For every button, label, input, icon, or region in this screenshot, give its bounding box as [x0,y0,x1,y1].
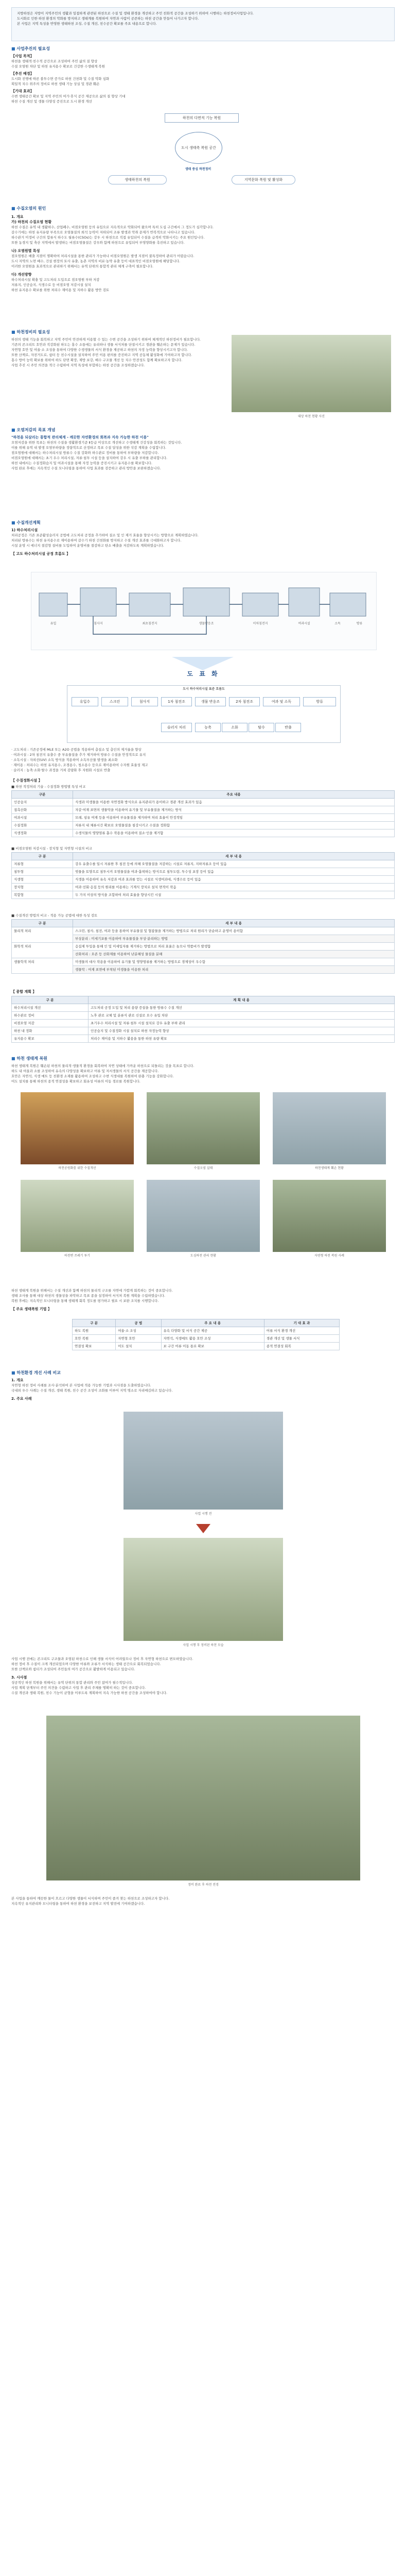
section-head: "하천을 되살리는 통합적 관리체계 - 깨끗한 자연환경의 회복과 지속 가능한 하천 이용" [11,435,149,439]
diagram-center-oval: 도시 생태축 복원 공간 [175,132,222,164]
table-row [73,1343,340,1350]
tank-shape [330,593,366,616]
paragraph-line: 처리공정은 기존 표준활성슬러지 공법에 고도처리 공정을 추가하여 질소 및 인 제거 효율을 향상시키는 방향으로 계획하였습니다. [11,533,199,537]
table-cell: 하천 내 정화 [12,1027,89,1035]
section-pollution-cause [11,206,395,293]
paragraph-line: 지속적인 유지관리와 모니터링을 통하여 하천 환경을 보전하고 지역 발전에 기여하겠습니다. [11,1902,145,1906]
tank-shape [80,588,116,616]
photo [273,1180,386,1252]
table-cell: 수질정화 [12,822,73,829]
purpose-line: 수질 오염원 차단 및 하천 유지용수 확보로 건강한 수생태계 복원 [11,64,105,69]
table-cell: 비점오염 저감 [12,1020,89,1027]
photo-caption: 정비 완료 후 하천 전경 [188,1883,219,1887]
section-title: ■ 오염저감의 목표 개념 [11,428,395,433]
intro-box [11,7,395,41]
table-row [12,814,395,822]
after-photo [123,1538,283,1641]
section-title: ■ 수질개선계획 [11,520,395,526]
paragraph-line: 사업 시행 전에는 콘크리트 구조물과 오염된 하천수로 인해 생물 서식이 어려웠으나 정비 후 자연형 하천으로 변모하였습니다. [11,1657,193,1661]
purpose-label: 【사업 목적】 [11,54,34,58]
table-cell: 자갈·여재 표면의 생물막을 이용하여 유기물 및 부유물질을 제거하는 방식 [73,806,395,814]
paragraph-line: 이를 위해 유역 내 발생 오염부하량을 정량적으로 산정하고 목표 수질 달성을 위한 삭감 계획을 수립합니다. [11,446,166,450]
node-box: 슬러지 처리 [161,723,192,732]
flow-label: 방류 [356,622,363,625]
photo-caption: 자연형 하천 복원 사례 [314,1254,344,1258]
flow-label: 유입 [50,622,57,625]
paragraph-line: 사업 추진 시 주민 의견을 적극 수렴하여 지역 특성에 부합하는 하천 공간을 조성하겠습니다. [11,363,145,367]
note-line: · 여과시설 : 2차 침전지 유출수 중 부유물질을 추가 제거하여 방류수 수질을 안정적으로 유지 [11,753,146,757]
table-cell: 하수처리시설 개선 [12,1004,89,1012]
table-cell: 산화처리 : 오존 등 산화제를 이용하여 난분해성 물질을 분해 [73,951,395,958]
table-cell: 식생정화 [12,829,73,837]
paragraph-line: 점오염원은 배출 지점이 명확하여 처리시설을 통한 관리가 가능하나 비점오염원은 발생 지점이 불특정하여 관리가 어렵습니다. [11,254,195,258]
tank-shape [183,588,230,616]
section-title: ■ 하천 생태계 복원 [11,1056,395,1061]
table-row [12,799,395,806]
photo-grid [21,1092,386,1278]
summary-table [11,996,395,1043]
node-box: 1차 침전조 [161,697,192,706]
paragraph-line: 도시 지역의 노면 배수, 건설 현장의 토사 유출, 농촌 지역의 비료·농약 유출 등이 대표적인 비점오염원에 해당합니다. [11,259,181,263]
table-header: 주요 내용 [73,791,395,799]
section-title: ■ 하천정비의 필요성 [11,330,217,335]
table-cell: 자연형 호안 [116,1335,161,1343]
table-caption: ■ 수질개선 방법의 비교 - 적용 가능 공법에 대한 특성 검토 [11,913,98,918]
photo [147,1180,260,1252]
paragraph-line: 사업 계획 단계부터 주민 의견을 수렴하고 사업 후 관리 주체를 명확히 하는 것이 중요합니다. [11,1686,146,1690]
photo-caption: 수질오염 실태 [193,1166,213,1170]
table-header: 구 분 [12,996,89,1004]
flow-title: 【 고도 하수처리시설 공정 흐름도 】 [11,552,70,556]
paragraph-line: 비점오염원에 대해서는 초기 우수 처리시설, 저류·침투 시설 등을 설치하여 강우 시 유출 부하를 관리합니다. [11,456,168,460]
table-cell: 경관 개선 및 생물 서식 [264,1335,339,1343]
paragraph-line: 사업 완료 후에는 지속적인 수질 모니터링을 통하여 사업 효과를 검증하고 관리 방안을 보완하겠습니다. [11,466,161,470]
effect-line: 수변 생태공간 확보 및 지역 주민의 여가·휴식 공간 제공으로 삶의 질 향상 기대 [11,94,126,98]
node-box: 농축 [195,723,221,732]
paragraph-line: 국내외 우수 사례는 수질 개선, 생태 복원, 친수 공간 조성이 조화를 이루어 지역 명소로 자리매김하고 있습니다. [11,1388,173,1393]
photo-caption: 도심하천 관리 현황 [190,1254,217,1258]
table-header: 세 부 내 용 [73,853,395,860]
paragraph-line: 하천 생태계 복원은 훼손된 하천의 물리적·생물적 환경을 회복하여 자연 상태에 가까운 하천으로 되돌리는 것을 목표로 합니다. [11,1064,195,1068]
tank-shape [129,593,170,616]
flow-label: 생물반응조 [199,622,214,625]
photo-caption: 하천생태계 훼손 현황 [315,1166,344,1170]
table-cell: 미생물의 대사 작용을 이용하여 유기물 및 영양염류를 제거하는 방법으로 경제성이 우수함 [73,958,395,966]
diagram-center-label: 생태 중심 하천정비 [185,167,211,171]
table-row [12,822,395,829]
table-header: 기 대 효 과 [264,1319,339,1327]
table-cell: 유속 다양화 및 서식 공간 제공 [161,1327,264,1335]
section-water-quality-plan [11,520,395,556]
methods-table [11,919,395,974]
table-row [12,1027,395,1035]
table-cell: 하수관로 정비 [12,1012,89,1020]
table-header: 세 부 내 용 [73,920,395,927]
flow-label: 여과시설 [298,622,310,625]
table-cell: 저류지 내 체류시간 확보로 오염물질을 침강시키고 수질을 정화함 [73,822,395,829]
table-caption: ■ 비점오염원 저감시설 - 장치형 및 자연형 시설의 비교 [11,846,92,851]
tank-shape [39,593,67,616]
nonpoint-table [11,852,395,899]
table-cell: 접촉산화 [12,806,73,814]
table-cell: 두 가지 이상의 방식을 조합하여 처리 효율을 향상시킨 시설 [73,891,395,899]
paragraph-line: 시설 운영 시 에너지 절감형 설비를 도입하여 운영비를 절감하고 탄소 배출을 저감하도록 계획하였습니다. [11,544,164,548]
table-row [12,829,395,837]
section-case-study [11,1370,395,1401]
paragraph-line: 또한 산책로와 쉼터가 조성되어 주민들의 여가 공간으로 활발하게 이용되고 있습니다. [11,1667,135,1671]
table-cell: 수생식물의 영양염류 흡수 작용을 이용하여 질소·인을 제거함 [73,829,395,837]
tank-shape [289,588,320,616]
table-title: 【 수질정화시설 】 [11,778,42,783]
table-cell: 노후 관로 교체 및 분류식 관로 신설로 오수 유입 차단 [89,1012,395,1020]
table-cell: 종적 연결성 회복 [264,1343,339,1350]
table-row [12,806,395,814]
table-caption: ■ 하천 적정처리 기술 - 수질정화 방법별 특성 비교 [11,785,86,789]
table-title: 【 종합 계획 】 [11,990,37,994]
paragraph-line: 호안은 자연석, 식생 매트 등 친환경 소재를 활용하여 조성하고 수변 식생대를 복원하여 완충 기능을 강화합니다. [11,1074,174,1078]
final-photo [46,1716,360,1880]
paragraph-line: 본 사업을 통하여 깨끗한 물이 흐르고 다양한 생물이 서식하며 주민이 즐겨 찾는 하천으로 조성하고자 합니다. [11,1896,170,1901]
note-line: · 고도처리 : 기존공정에 MLE 또는 A2O 공법을 적용하여 총질소 및 총인의 제거율을 향상 [11,748,142,752]
effect-line: 하천 수질 개선 및 생물 다양성 증진으로 도시 환경 개선 [11,99,92,104]
photo [21,1092,134,1164]
table-cell: 여울·소 조성 [116,1327,161,1335]
table-cell: 자연석, 식생매트 활용 호안 조성 [161,1335,264,1343]
subsection-head: 가) 하천의 수질오염 현황 [11,220,52,224]
flow-label: 침사지 [94,622,103,625]
section-title: ■ 수질오염의 원인 [11,206,395,211]
photo [273,1092,386,1164]
restoration-table [72,1319,340,1350]
table-cell: 부상분리 : 미세기포를 이용하여 부유물질을 부상·분리하는 방법 [73,935,395,943]
subsection-head: 1) 하수처리시설 [11,528,38,532]
node-box: 침사지 [131,697,158,706]
block-diagram [67,685,341,743]
table-cell: 식생을 이용하여 유속 저감과 여과 효과를 얻는 시설로 식생여과대, 식생수로 등이 있음 [73,876,395,884]
concept-diagram [93,113,309,201]
paragraph-line: 생태 조사를 통해 대상 하천의 생물상을 파악하고 목표 종을 설정하여 서식처 복원 계획을 수립하였습니다. [11,1294,165,1298]
background-label: 【추진 배경】 [11,72,34,76]
intro-line: 지방하천은 지방이 지역주민의 생활과 밀접하게 관련된 하천으로 수질 및 생태 환경을 개선하고 주민 친화적 공간을 조성하기 위하여 시행하는 하천정비사업입니다. [17,11,254,15]
table-purification [11,778,395,837]
before-photo [123,1412,283,1510]
table-header: 주 요 내 용 [161,1319,264,1327]
table-header: 구 분 [12,920,73,927]
background-line: 도시화 진행에 따른 불투수면 증가로 하천 건천화 및 수질 악화 심화 [11,77,110,81]
table-cell: 처리수 재이용 및 지하수 활용을 통한 하천 유량 확보 [89,1035,395,1043]
table-cell: 인공습지 [12,799,73,806]
table-cell: 여과·선회·응집 등의 원리를 이용하는 기계식 장치로 설치 면적이 작음 [73,884,395,891]
paragraph-line: 기존의 콘크리트 호안과 직강화된 하도는 홍수 소통에는 유리하나 생물 서식처를 단절시키고 경관을 훼손하는 문제가 있습니다. [11,343,196,347]
table-row [12,891,395,899]
photo [21,1180,134,1252]
table-row [12,958,395,966]
flow-label: 최초침전지 [142,622,157,625]
paragraph-line: 하수처리시설 확충 및 고도처리 도입으로 점오염원 부하 저감 [11,278,100,282]
table-methods [11,912,395,974]
table-cell: 저류형 [12,860,73,868]
table-nonpoint [11,845,395,899]
paragraph-line: 처리된 방류수는 하천 유지용수로 재이용하여 갈수기 하천 건천화를 방지하고 수질 개선 효과를 극대화하고자 합니다. [11,538,182,543]
table-row [12,868,395,876]
table-cell: 연결성 확보 [73,1343,116,1350]
table-cell: 식생과 미생물을 이용한 자연정화 방식으로 유지관리가 용이하고 경관 개선 효과가 있음 [73,799,395,806]
closing-paragraph [11,1896,395,1906]
subsection-title: 1. 개요 [11,215,24,219]
ecosystem-paragraph [11,1288,395,1312]
node-box: 방류 [303,697,336,706]
table-row [12,1004,395,1012]
diagram-heading: 도 표 화 [187,670,220,677]
node-box: 여과 및 소독 [263,697,300,706]
paragraph-line: 하천 정비 후 수질이 크게 개선되었으며 다양한 어류와 조류가 서식하는 생태 공간으로 회복되었습니다. [11,1662,161,1666]
table-row [12,884,395,891]
paragraph-line: 자연형 호안 및 여울·소 조성을 통하여 다양한 수생생물의 서식 환경을 제공하고 하천의 자정 능력을 향상시키고자 합니다. [11,348,188,352]
table-header: 구 분 [73,1319,116,1327]
table-header: 구 분 [12,853,73,860]
subsection-head: 3. 시사점 [11,1675,27,1680]
process-notes [11,747,395,773]
table-cell: 모래, 섬유 여재 등을 이용하여 부유물질을 제거하며 처리 효율이 안정적임 [73,814,395,822]
table-row [12,860,395,868]
table-cell: 보 구간 어류 이동 통로 확보 [161,1343,264,1350]
table-row [12,1012,395,1020]
node-box: 소화 [222,723,248,732]
section-reduction-goal [11,428,395,471]
paragraph-line: 하천 내에서는 수질정화습지 및 여과시설을 통해 자정 능력을 증진시키고 유지용수를 확보합니다. [11,461,152,465]
paragraph-line: 하천 생태계 복원을 위해서는 수질 개선과 함께 하천의 물리적 구조를 자연에 가깝게 회복하는 것이 중요합니다. [11,1289,173,1293]
table-header: 공 법 [116,1319,161,1327]
photo-caption: 하천변 쓰레기 투기 [64,1254,91,1258]
node-box: 탈수 [249,723,274,732]
arrow-down-icon [196,1524,210,1533]
table-cell: 초기우수 처리시설 및 저류·침투 시설 설치로 강우 유출 부하 관리 [89,1020,395,1027]
paragraph-line: 오염저감을 위한 목표는 하천의 수질을 생활환경기준 Ⅱ등급 이상으로 개선하고 수생태계 건강성을 회복하는 것입니다. [11,440,182,445]
node-box: 2차 침전조 [229,697,260,706]
effect-label: 【기대 효과】 [11,89,34,93]
table-cell: 어도 설치 [116,1343,161,1350]
paragraph-line: 하수관거 미정비 구간의 합류식 하수도 월류수(CSOs)는 강우 시 하천으로 직접 유입되어 수질을 급격히 악화시키는 주요 원인입니다. [11,235,205,240]
process-flow-svg [31,572,376,650]
subsection-head: 나) 오염원별 특성 [11,249,40,253]
table-row [12,1020,395,1027]
table-restoration [72,1319,340,1350]
table-cell: 강우 유출수를 일시 저류한 후 침전 등에 의해 오염물질을 저감하는 시설로 저류지, 지하저류조 등이 있음 [73,860,395,868]
section-ecosystem [11,1056,395,1084]
subsection-head: 1. 개요 [11,1378,24,1382]
paragraph-line: 홍수 방어 능력 확보를 위하여 하도 단면 확장, 제방 보강, 배수 구조물 개선 등 치수 안전성도 함께 확보하고자 합니다. [11,358,183,362]
table-summary [11,989,395,1043]
node-box: 스크린 [101,697,128,706]
table-cell: 고도처리 공정 도입 및 처리 용량 증설을 통한 방류수 수질 개선 [89,1004,395,1012]
table-cell: 화학적 처리 [12,943,73,958]
paragraph-line: 성공적인 하천 복원을 위해서는 유역 단위의 통합 관리와 주민 참여가 필수적입니다. [11,1681,133,1685]
table-cell: 침투형 [12,868,73,876]
chevron-down-icon [172,657,234,670]
river-photo [232,335,391,412]
table-cell: 생물막 : 여재 표면에 부착된 미생물을 이용한 처리 [73,966,395,974]
table-cell: 스크린, 침사, 침전, 여과 등을 통하여 부유물질 및 협잡물을 제거하는 방법으로 처리 원리가 단순하고 운영이 용이함 [73,927,395,935]
node-box: 유입수 [72,697,98,706]
section-river-maintenance [11,330,217,368]
intro-line: 도시화로 인한 하천 환경의 악화를 방지하고 생태계를 복원하여 자연과 사람이 공존하는 하천 공간을 만들어 나가고자 합니다. [17,16,199,21]
table-cell: 하도 복원 [73,1327,116,1335]
table-row [73,1327,340,1335]
purpose-line: 하천을 생태적·친수적 공간으로 조성하여 주민 삶의 질 향상 [11,59,98,63]
table-cell: 장치형 [12,884,73,891]
paragraph-line: 하천의 생태 기능을 회복하고 지역 주민이 안전하게 이용할 수 있는 수변 공간을 조성하기 위하여 체계적인 하천정비가 필요합니다. [11,337,201,342]
intro-line: 본 사업은 지역 특성을 반영한 생태하천 조성, 수질 개선, 친수공간 확보를 주요 내용으로 합니다. [17,22,157,26]
paragraph-line: 이러한 오염원을 효과적으로 관리하기 위해서는 유역 단위의 통합적 관리 체계 구축이 필요합니다. [11,264,153,268]
photo-caption: 사업 시행 전 [195,1512,212,1516]
process-flow-figure [31,572,377,650]
note-line: · 소독시설 : 자외선(UV) 소독 방식을 적용하여 소독부산물 발생을 최소화 [11,758,118,762]
flow-label: 소독 [334,622,341,625]
diagram-right-box: 지역문화 복원 및 활성화 [232,175,295,184]
paragraph-line: 하도 내 여울과 소를 조성하여 유속의 다양성을 확보하고 어류 및 저서생물의 서식 공간을 제공합니다. [11,1069,159,1073]
table-header: 구분 [12,791,73,799]
paragraph-line: 하천 유지용수 확보를 위한 처리수 재이용 및 지하수 활용 방안 검토 [11,288,110,292]
diagram-top-box: 하천의 다면적 기능 복원 [165,113,239,123]
section-title: ■ 하천환경 개선 사례 비교 [11,1370,395,1376]
paragraph-line: 또한 농경지 및 축산 지역에서 발생하는 비점오염물질은 강우와 함께 하천으로 유입되어 부영양화를 촉진하고 있습니다. [11,241,185,245]
paragraph-line: 어도 설치를 통해 하천의 종적 연결성을 확보하고 회유성 어류의 이동 경로를 복원합니다. [11,1079,140,1083]
paragraph-line: 또한 산책로, 자전거도로, 쉼터 등 친수시설을 설치하여 주민 이용 편의를 증진하고 지역 공동체 활성화에 기여하고자 합니다. [11,353,192,357]
note-line: · 재이용 : 처리수는 하천 유지용수, 조경용수, 청소용수 등으로 재이용하여 수자원 효율성 제고 [11,763,148,767]
table-cell: 복합형 [12,891,73,899]
table-cell: 식생형 [12,876,73,884]
paragraph-line: 점오염원에 대해서는 하수처리시설 방류수 수질 강화와 하수관로 정비를 통하여 부하량을 저감합니다. [11,451,159,455]
table-cell: 호안 복원 [73,1335,116,1343]
paragraph-line: 하천 수질은 유역 내 생활하수, 산업폐수, 비점오염원 등의 유입으로 지속적으로 악화되어 왔으며 특히 도심 구간에서 그 정도가 심각합니다. [11,225,214,229]
paragraph-line: 복원 후에는 지속적인 모니터링을 통해 생태계 회복 정도를 평가하고 필요 시 보완 조치를 시행합니다. [11,1299,159,1303]
node-box: 생물 반응조 [195,697,226,706]
subsection-head: 다) 개선방향 [11,273,32,277]
section-title: ■ 사업추진의 필요성 [11,46,395,52]
paragraph-line: 수질 개선과 생태 복원, 친수 기능이 균형을 이루도록 계획하여 지속 가능한 하천 공간을 조성하여야 합니다. [11,1691,168,1695]
table-cell: 물리적 처리 [12,927,73,943]
table-row [12,1035,395,1043]
table-cell: 생물학적 처리 [12,958,73,974]
case-study-paragraph [11,1656,395,1696]
block-diagram-title: 도시 하수처리시설 표준 흐름도 [183,687,225,691]
table-cell: 인공습지 및 수질정화 시설 설치로 하천 자정능력 향상 [89,1027,395,1035]
paragraph-line: 자연형 하천 정비 사례를 조사·분석하여 본 사업에 적용 가능한 기법과 시사점을 도출하였습니다. [11,1383,151,1387]
table-cell: 유지용수 확보 [12,1035,89,1043]
paragraph-line: 갈수기에는 하천 유지유량 부족으로 오염물질의 희석 능력이 저하되어 조류 발생과 악취 문제가 반복적으로 나타나고 있습니다. [11,230,196,234]
table-cell: 빗물을 토양으로 침투시켜 오염물질을 여과·흡착하는 방식으로 침투도랑, 투수성 포장 등이 있음 [73,868,395,876]
table-cell: 어류 서식 환경 개선 [264,1327,339,1335]
flow-label: 이차침전지 [253,622,268,625]
photo-caption: 대상 하천 현황 사진 [297,415,325,418]
tank-shape [242,593,278,616]
paragraph-line: 저류지, 인공습지, 식생수로 등 비점오염 저감시설 설치 [11,283,91,287]
photo-caption: 하천공원화를 위한 수질개선 [58,1166,96,1170]
table-cell: 여과시설 [12,814,73,822]
table-row [12,927,395,935]
diagram-left-box: 생태하천의 복원 [108,175,167,184]
section-necessity [11,46,395,104]
table-cell: 응집제 투입을 통해 인 및 미세입자를 제거하는 방법으로 처리 효율은 높으나 약품비가 발생함 [73,943,395,951]
table-row [12,876,395,884]
photo-caption: 사업 시행 후 정비된 하천 모습 [183,1643,224,1647]
table-header: 계 획 내 용 [89,996,395,1004]
node-box: 반출 [275,723,301,732]
table-row [73,1335,340,1343]
table-row [12,943,395,951]
photo [147,1092,260,1164]
purification-table [11,790,395,837]
note-line: · 슬러지 : 농축·소화·탈수 과정을 거쳐 감량화 후 자원화 시설로 반출 [11,768,111,772]
subsection-head: 2. 주요 사례 [11,1397,32,1401]
table-title: 【 주요 생태복원 기법 】 [11,1307,51,1311]
background-line: 획일적 치수 위주의 정비로 하천 생태 기능 상실 및 경관 훼손 [11,82,100,86]
